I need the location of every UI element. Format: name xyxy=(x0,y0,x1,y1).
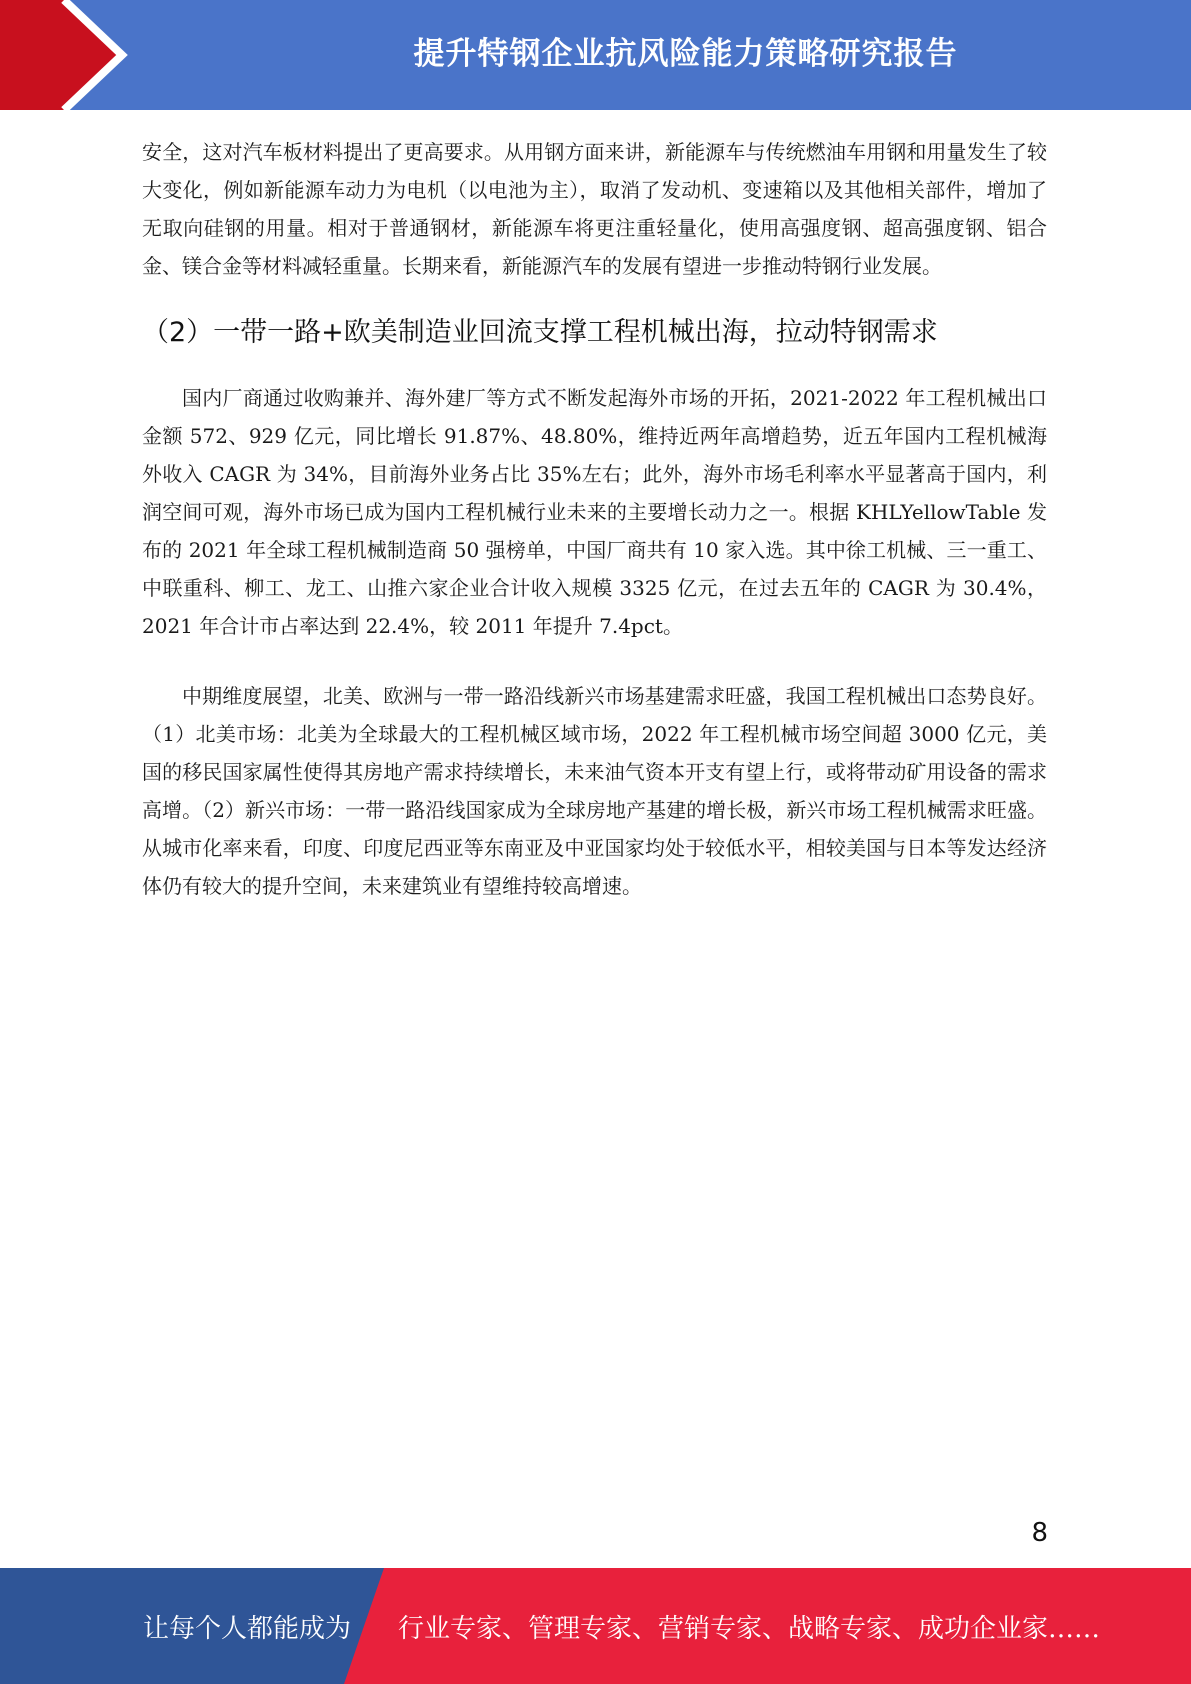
paragraph-continuation: 安全，这对汽车板材料提出了更高要求。从用钢方面来讲，新能源车与传统燃油车用钢和用量发生了较大变化，例如新能源车动力为电机（以电池为主），取消了发动机、变速箱以及其他相关部件，增加了无取向硅钢的用量。相对于普通钢材，新能源车将更注重轻量化，使用高强度钢、超高强度钢、铝合金、镁合金等材料减轻重量。长期来看，新能源汽车的发展有望进一步推动特钢行业发展。 xyxy=(142,140,1047,278)
page-footer xyxy=(0,1568,1191,1684)
paragraph-overseas-market: 国内厂商通过收购兼并、海外建厂等方式不断发起海外市场的开拓，2021-2022 年工程机械出口金额 572、929 亿元，同比增长 91.87%、48.80%，维持近两年高增趋势，近五年国内工程机械海外收入 CAGR 为 34%，目前海外业务占比 35%左右；此外，海外市场毛利率水平显著高于国内，利润空间可观，海外市场已成为国内工程机械行业未来的主要增长动力之一。根据 KHLYellowTable 发布的 2021 年全球工程机械制造商 50 强榜单，中国厂商共有 10 家入选。其中徐工机械、三一重工、中联重科、柳工、龙工、山推六家企业合计收入规模 3325 亿元，在过去五年的 CAGR 为 30.4%，2021 年合计市占率达到 22.4%，较 2011 年提升 7.4pct。 xyxy=(142,386,1047,638)
section-heading: （2）一带一路+欧美制造业回流支撑工程机械出海，拉动特钢需求 xyxy=(142,317,938,348)
page-body xyxy=(142,133,1047,905)
footer-slogan-left: 让每个人都能成为 xyxy=(143,1613,352,1644)
paragraph-mid-term-outlook: 中期维度展望，北美、欧洲与一带一路沿线新兴市场基建需求旺盛，我国工程机械出口态势良好。（1）北美市场：北美为全球最大的工程机械区域市场，2022 年工程机械市场空间超 3000 亿元，美国的移民国家属性使得其房地产需求持续增长，未来油气资本开支有望上行，或将带动矿用设备的需求高增。（2）新兴市场：一带一路沿线国家成为全球房地产基建的增长极，新兴市场工程机械需求旺盛。从城市化率来看，印度、印度尼西亚等东南亚及中亚国家均处于较低水平，相较美国与日本等发达经济体仍有较大的提升空间，未来建筑业有望维持较高增速。 xyxy=(142,684,1047,898)
page-number: 8 xyxy=(1031,1518,1048,1548)
page-header xyxy=(0,0,1191,110)
report-title: 提升特钢企业抗风险能力策略研究报告 xyxy=(413,35,958,72)
footer-slogan-right: 行业专家、管理专家、营销专家、战略专家、成功企业家…… xyxy=(398,1613,1101,1644)
header-chevron-accent xyxy=(0,0,160,110)
